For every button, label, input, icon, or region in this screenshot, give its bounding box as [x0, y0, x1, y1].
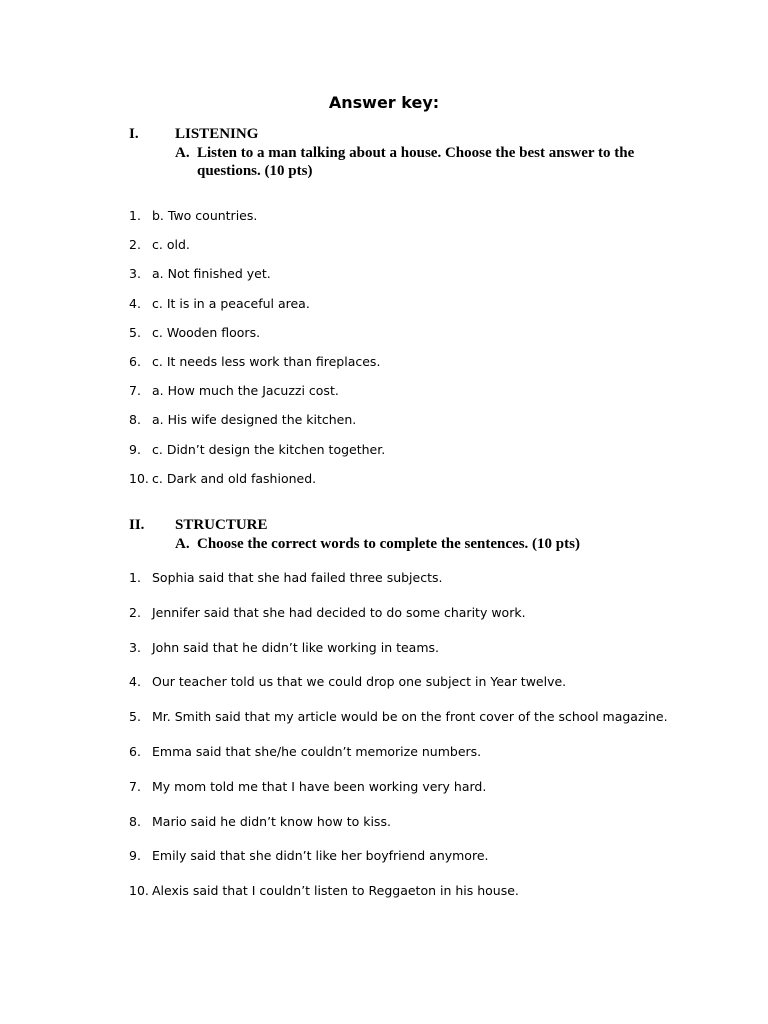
item-answer: c. Wooden floors. [152, 324, 261, 340]
section-heading: STRUCTURE [175, 517, 268, 533]
item-number: 3. [129, 639, 141, 655]
item-number: 5. [129, 324, 141, 340]
subsection-instruction: Choose the correct words to complete the sentences. (10 pts) [197, 536, 580, 552]
item-number: 1. [129, 208, 141, 223]
item-answer: My mom told me that I have been working very hard. [152, 778, 487, 794]
item-number: 6. [129, 744, 141, 759]
item-number: 1. [129, 570, 141, 585]
item-answer: c. Didn’t design the kitchen together. [152, 441, 386, 457]
item-number: 8. [129, 813, 141, 829]
item-number: 9. [129, 441, 141, 457]
item-answer: Mr. Smith said that my article would be on the front cover of the school magazine. [152, 709, 668, 725]
section-numeral: II. [129, 517, 145, 533]
item-number: 4. [129, 674, 141, 690]
subsection-letter: A. [175, 536, 190, 552]
item-number: 8. [129, 412, 141, 428]
item-answer: c. Dark and old fashioned. [152, 470, 317, 486]
section-numeral: I. [129, 126, 139, 142]
page-title: Answer key: [328, 93, 440, 112]
subsection-instruction: Listen to a man talking about a house. Choose the best answer to the questions. (10 pts) [197, 145, 635, 179]
section-heading: LISTENING [175, 126, 259, 142]
item-number: 7. [129, 778, 141, 794]
item-answer: Jennifer said that she had decided to do some charity work. [152, 604, 526, 620]
item-answer: John said that he didn’t like working in teams. [152, 639, 439, 655]
item-answer: c. old. [152, 237, 190, 253]
item-answer: Mario said he didn’t know how to kiss. [152, 813, 391, 829]
item-answer: Alexis said that I couldn’t listen to Reggaeton in his house. [152, 883, 519, 899]
item-number: 4. [129, 295, 141, 311]
item-number: 5. [129, 709, 141, 725]
item-answer: c. It is in a peaceful area. [152, 295, 310, 311]
item-number: 3. [129, 266, 141, 282]
item-answer: Emily said that she didn’t like her boyfriend anymore. [152, 848, 489, 864]
item-answer: Our teacher told us that we could drop one subject in Year twelve. [152, 674, 567, 690]
item-answer: c. It needs less work than fireplaces. [152, 354, 381, 369]
item-answer: a. How much the Jacuzzi cost. [152, 383, 339, 399]
item-number: 10. [129, 883, 149, 899]
item-number: 2. [129, 604, 141, 620]
item-answer: Sophia said that she had failed three subjects. [152, 570, 443, 585]
item-number: 10. [129, 470, 149, 486]
item-number: 7. [129, 383, 141, 399]
item-answer: b. Two countries. [152, 208, 258, 223]
item-number: 9. [129, 848, 141, 864]
item-number: 6. [129, 354, 141, 369]
subsection-letter: A. [175, 145, 190, 161]
item-answer: a. His wife designed the kitchen. [152, 412, 357, 428]
item-number: 2. [129, 237, 141, 253]
item-answer: a. Not finished yet. [152, 266, 271, 282]
item-answer: Emma said that she/he couldn’t memorize numbers. [152, 744, 482, 759]
